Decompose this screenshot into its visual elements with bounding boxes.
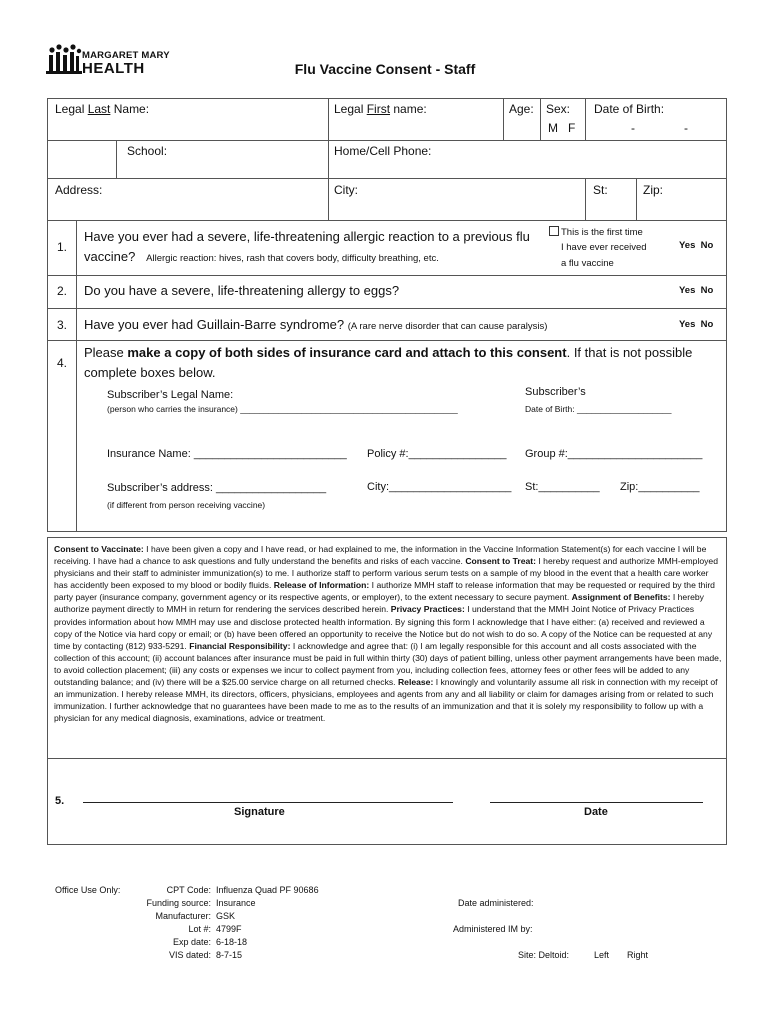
- subscriber-zip-field[interactable]: Zip:__________: [620, 481, 700, 493]
- legal-border-right: [726, 537, 727, 845]
- question-3-yes-no[interactable]: Yes No: [679, 319, 714, 330]
- org-name-line2: HEALTH: [82, 60, 145, 77]
- question-4-instruction-cont: complete boxes below.: [84, 365, 216, 380]
- col-divider: [585, 98, 586, 140]
- date-label: Date: [584, 806, 608, 818]
- policy-number-field[interactable]: Policy #:________________: [367, 448, 507, 460]
- form-border-top: [47, 98, 726, 99]
- legal-border-top: [47, 537, 727, 538]
- signature-number: 5.: [55, 795, 65, 807]
- funding-source-label: Funding source:: [146, 898, 211, 908]
- consent-legal-text: Consent to Vaccinate: I have been given a copy and I have read, or had explained to me, the information in the Vaccine Information Statement(s) for each vaccine I will be receiving. I have had a chance to ask questions and fully understand the benefits and risks of each vaccine. Consent to Treat: I hereby request and authorize MMH-employed physicians and their staff to administer immunization(s) to me. I authorize staff to perform various serum tests on a sample of my blood in the event that a health care worker has accidently been exposed to my blood or bodily fluids. Release of Information: I authorize MMH staff to release information that may be requested or required by the third party payer (insurance company, government agency or its respective agents, or employer), to the extent necessary to secure payment. Assignment of Benefits: I hereby authorize payment directly to MMH in return for rendering the services described herein. Privacy Practices: I understand that the MMH Joint Notice of Privacy Practices provides information about how MMH may use and disclose protected health information. By signing this form I acknowledge that I have either: (a) received and reviewed a copy of the Notice via hard copy or email; or (b) have been offered an opportunity to receive the Notice but do not wish to do so. A copy of the Notice can be requested at any time by contacting (812) 933-5291. Financial Responsibility: I acknowledge and agree that: (i) I am legally responsible for this account and all costs associated with the collection of this account; (ii) account balances after insurance must be paid in full within thirty (30) days of patient billing, unless other payment arrangements have been made, to avoid collection placement; (iii) any costs or expenses we incur to collect payment from you, including collection fees, attorney fees or other fees will be added to any outstanding balance; and (iv) there will be a $25.00 service charge on all returned checks. Release: I knowingly and voluntarily assume all risk in connection with my receipt of an immunization. I hereby release MMH, its directors, officers, physicians, employees and agents from any and all liability or claim for damages arising from or related to such immunization. I further acknowledge that no guarantees have been made to me as to the results of an immunization and that it is solely my responsibility to follow up with a physician for any medical diagnosis, examinations, advice or treatment.: [54, 544, 722, 724]
- phone-label[interactable]: Home/Cell Phone:: [334, 144, 432, 158]
- question-1-text: Have you ever had a severe, life-threatening allergic reaction to a previous flu: [84, 229, 530, 244]
- subscriber-state-field[interactable]: St:__________: [525, 481, 600, 493]
- site-label: Site: Deltoid:: [518, 950, 570, 960]
- subscriber-dob-field[interactable]: Date of Birth: ____________________: [525, 404, 672, 414]
- zip-label[interactable]: Zip:: [643, 183, 664, 197]
- form-row-divider: [47, 140, 726, 141]
- question-3-text: Have you ever had Guillain-Barre syndrome? (A rare nerve disorder that can cause paralysis): [84, 317, 548, 332]
- date-line[interactable]: [490, 802, 703, 803]
- office-use-label: Office Use Only:: [55, 885, 121, 895]
- question-4-number: 4.: [57, 356, 68, 370]
- state-label[interactable]: St:: [593, 183, 608, 197]
- legal-first-name-label[interactable]: Legal First name:: [334, 102, 427, 116]
- number-col-divider: [76, 220, 77, 531]
- administered-by-label[interactable]: Administered IM by:: [453, 924, 533, 934]
- age-label[interactable]: Age:: [509, 102, 534, 116]
- question-1-number: 1.: [57, 240, 68, 254]
- org-name-line1: MARGARET MARY: [82, 50, 170, 61]
- vis-dated-label: VIS dated:: [168, 950, 211, 960]
- legal-border-left: [47, 537, 48, 845]
- col-divider: [503, 98, 504, 140]
- first-time-checkbox[interactable]: [549, 226, 559, 236]
- question-1-text-cont: vaccine? Allergic reaction: hives, rash that covers body, difficulty breathing, etc.: [84, 249, 439, 264]
- site-left-option[interactable]: Left: [594, 950, 610, 960]
- manufacturer-label: Manufacturer:: [155, 911, 211, 921]
- subscriber-address-field[interactable]: Subscriber’s address: __________________: [107, 482, 327, 494]
- funding-source-value: Insurance: [216, 898, 256, 908]
- first-time-option-line2: I have ever received: [561, 242, 647, 253]
- subscriber-address-note: (if different from person receiving vaccine): [107, 500, 266, 510]
- cpt-code-label: CPT Code:: [166, 885, 211, 895]
- cpt-code-value: Influenza Quad PF 90686: [216, 885, 319, 895]
- col-divider: [540, 98, 541, 140]
- form-row-divider: [47, 178, 726, 179]
- subscriber-city-field[interactable]: City:____________________: [367, 481, 512, 493]
- legal-last-name-label[interactable]: Legal Last Name:: [55, 102, 150, 116]
- question-3-number: 3.: [57, 318, 68, 332]
- question-1-yes-no[interactable]: Yes No: [679, 240, 714, 251]
- date-administered-label[interactable]: Date administered:: [458, 898, 534, 908]
- signature-line[interactable]: [83, 802, 453, 803]
- form-border-left: [47, 98, 48, 532]
- first-time-option-line3: a flu vaccine: [561, 258, 614, 269]
- insurance-name-field[interactable]: Insurance Name: _________________________: [107, 448, 347, 460]
- sex-label: Sex:: [546, 102, 571, 116]
- legal-border-bottom: [47, 844, 727, 845]
- col-divider: [328, 98, 329, 220]
- first-time-option[interactable]: This is the first time: [549, 226, 643, 238]
- subscriber-legal-name-label[interactable]: Subscriber’s Legal Name:: [107, 389, 234, 401]
- date-of-birth-label[interactable]: Date of Birth:: [594, 102, 665, 116]
- dob-separator: -: [684, 121, 688, 135]
- form-border-bottom: [47, 531, 727, 532]
- document-title: Flu Vaccine Consent - Staff: [294, 61, 476, 77]
- subscriber-legal-name-field[interactable]: (person who carries the insurance) ______________________________________________: [107, 404, 458, 414]
- col-divider: [636, 178, 637, 220]
- form-border-right: [726, 98, 727, 532]
- question-2-yes-no[interactable]: Yes No: [679, 285, 714, 296]
- vis-dated-value: 8-7-15: [216, 950, 243, 960]
- exp-date-label: Exp date:: [172, 937, 211, 947]
- site-right-option[interactable]: Right: [627, 950, 649, 960]
- lot-number-label: Lot #:: [188, 924, 211, 934]
- subscriber-dob-label: Subscriber’s: [525, 386, 586, 398]
- question-2-text: Do you have a severe, life-threatening allergy to eggs?: [84, 283, 400, 298]
- form-row-divider: [47, 220, 726, 221]
- lot-number-value: 4799F: [216, 924, 242, 934]
- group-number-field[interactable]: Group #:______________________: [525, 448, 703, 460]
- sex-options[interactable]: M F: [548, 121, 576, 135]
- question-4-instruction: Please make a copy of both sides of insurance card and attach to this consent. If that is not possible: [84, 345, 693, 360]
- address-label[interactable]: Address:: [55, 183, 103, 197]
- school-label[interactable]: School:: [127, 144, 168, 158]
- city-label[interactable]: City:: [334, 183, 358, 197]
- form-row-divider: [47, 340, 726, 341]
- dob-separator: -: [631, 121, 635, 135]
- legal-divider: [47, 758, 727, 759]
- manufacturer-value: GSK: [216, 911, 236, 921]
- form-row-divider: [47, 275, 726, 276]
- form-row-divider: [47, 308, 726, 309]
- col-divider: [585, 178, 586, 220]
- exp-date-value: 6-18-18: [216, 937, 248, 947]
- signature-label: Signature: [234, 806, 285, 818]
- question-2-number: 2.: [57, 284, 68, 298]
- col-divider: [116, 140, 117, 178]
